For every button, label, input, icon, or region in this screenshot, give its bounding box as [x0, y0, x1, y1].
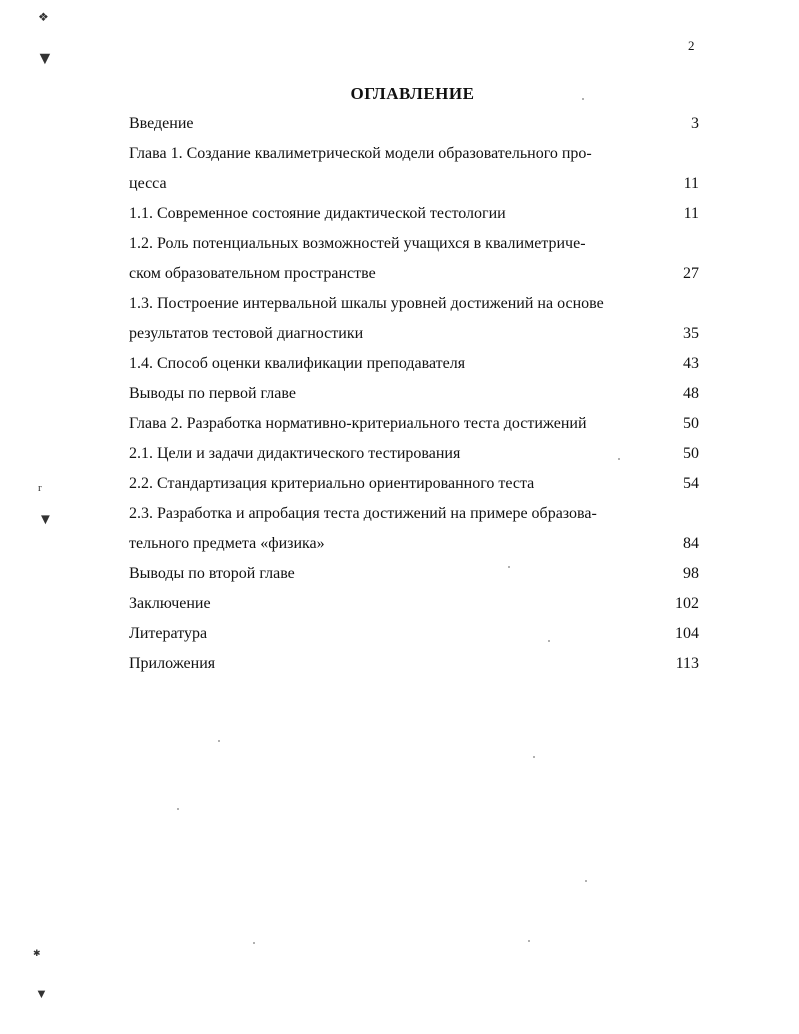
toc-entry-page: 84 — [683, 535, 699, 552]
toc-entry-chapter-1 — [129, 139, 699, 169]
toc-entry-text: 2.3. Разработка и апробация теста достижений на примере образова- — [129, 505, 597, 522]
toc-entry-text: результатов тестовой диагностики — [129, 325, 364, 342]
toc-entry-section-1-4 — [129, 349, 699, 379]
toc-entry-page: 50 — [683, 415, 699, 432]
toc-entry-page: 27 — [683, 265, 699, 282]
scan-speck — [253, 942, 255, 944]
scan-artifact: ✱ — [33, 948, 41, 958]
toc-entry-page: 43 — [683, 355, 699, 372]
toc-entry-text: 1.1. Современное состояние дидактической тестологии — [129, 205, 506, 222]
toc-entry-text: Приложения — [129, 655, 216, 672]
toc-entry-chapter-2 — [129, 409, 699, 439]
toc-entry-page: 54 — [683, 475, 699, 492]
page-number: 2 — [688, 38, 695, 53]
toc-entry-text: 2.2. Стандартизация критериально ориентированного теста — [129, 475, 535, 492]
scan-speck — [585, 880, 587, 882]
scan-speck — [528, 940, 530, 942]
toc-entry-literature — [129, 619, 699, 649]
scan-artifact: ▼ — [35, 986, 48, 1001]
toc-entry-page: 3 — [691, 115, 699, 132]
toc-entry-section-1-2-cont — [129, 259, 699, 289]
toc-entry-section-2-1 — [129, 439, 699, 469]
toc-entry-text: 2.1. Цели и задачи дидактического тестирования — [129, 445, 461, 462]
toc-entry-page: 98 — [683, 565, 699, 582]
scan-artifact: ▼ — [36, 48, 54, 68]
toc-entry-chapter-1-cont — [129, 169, 699, 199]
scan-speck — [177, 808, 179, 810]
scan-speck — [618, 458, 620, 460]
toc-entry-section-1-3-cont — [129, 319, 699, 349]
toc-entry-introduction — [129, 109, 699, 139]
toc-entry-page: 104 — [675, 625, 699, 642]
toc-entry-text: 1.2. Роль потенциальных возможностей учащихся в квалиметриче- — [129, 235, 586, 252]
scan-speck — [533, 756, 535, 758]
toc-entry-text: цесса — [129, 175, 167, 192]
scan-artifact: ❖ — [38, 10, 49, 24]
toc-entry-text: Глава 2. Разработка нормативно-критериального теста достижений — [129, 415, 587, 432]
toc-entry-page: 48 — [683, 385, 699, 402]
toc-entry-text: ском образовательном пространстве — [129, 265, 376, 282]
table-of-contents — [129, 109, 699, 679]
toc-entry-section-1-3 — [129, 289, 699, 319]
scan-speck — [582, 98, 584, 100]
toc-entry-text: Выводы по первой главе — [129, 385, 296, 402]
toc-entry-text: 1.3. Построение интервальной шкалы уровней достижений на основе — [129, 295, 604, 312]
toc-entry-section-1-1 — [129, 199, 699, 229]
toc-entry-page: 11 — [683, 175, 699, 192]
toc-entry-conclusion — [129, 589, 699, 619]
toc-entry-text: Заключение — [129, 595, 211, 612]
toc-entry-conclusions-2 — [129, 559, 699, 589]
toc-entry-page: 102 — [675, 595, 699, 612]
toc-entry-text: Выводы по второй главе — [129, 565, 295, 582]
page-title: ОГЛАВЛЕНИЕ — [350, 84, 475, 103]
toc-entry-text: Введение — [129, 115, 194, 132]
toc-entry-section-2-3 — [129, 499, 699, 529]
toc-entry-appendices — [129, 649, 699, 679]
toc-entry-page: 11 — [683, 205, 699, 222]
toc-entry-page: 50 — [683, 445, 699, 462]
toc-entry-text: тельного предмета «физика» — [129, 535, 325, 552]
toc-entry-section-2-2 — [129, 469, 699, 499]
toc-entry-page: 113 — [675, 655, 699, 672]
toc-entry-section-2-3-cont — [129, 529, 699, 559]
toc-entry-text: Глава 1. Создание квалиметрической модели образовательного про- — [129, 145, 592, 162]
scan-speck — [218, 740, 220, 742]
scan-artifact: ▼ — [38, 512, 53, 528]
scan-artifact: r — [38, 482, 42, 494]
toc-entry-conclusions-1 — [129, 379, 699, 409]
toc-entry-section-1-2 — [129, 229, 699, 259]
scan-speck — [548, 640, 550, 642]
toc-entry-text: Литература — [129, 625, 208, 642]
toc-entry-page: 35 — [683, 325, 699, 342]
toc-entry-text: 1.4. Способ оценки квалификации преподавателя — [129, 355, 466, 372]
scan-speck — [508, 566, 510, 568]
